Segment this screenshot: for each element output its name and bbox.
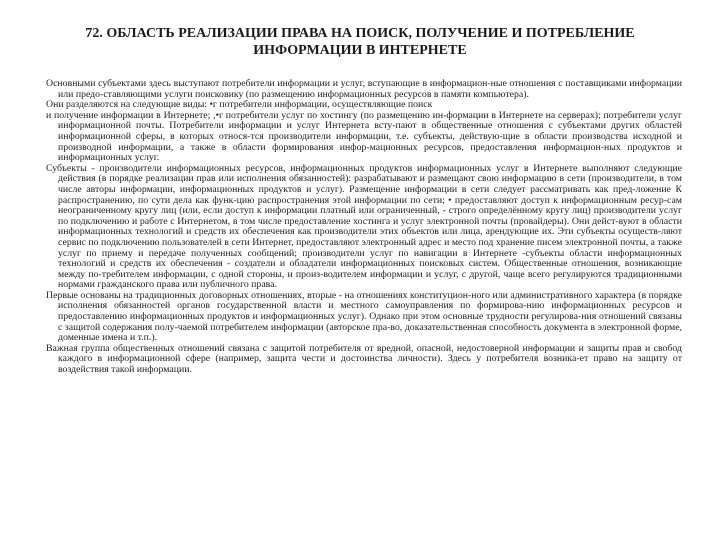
paragraph: Основными субъектами здесь выступают потребители информации и услуг, вступающие в информацион-ные отношения с поставщиками информации или предо-ставляющими услуги поисковику (по размещению информационных ресурсов в памяти компьютера). [46, 79, 682, 100]
paragraph: Первые основаны на традиционных договорных отношениях, вторые - на отношениях конституцион-ного или административного характера (в порядке исполнения обязанностей органов государственной власти и местного самоуправления по формирова-нию информационных ресурсов и предоставлению информационных продуктов и информационных услуг). Однако при этом основные трудности регулирова-ния отношений связаны с защитой содержания полу-чаемой потребителем информации (авторское пра-во, доказательственная способность документа в электронной форме, доменные имена и т.п.). [46, 289, 682, 344]
paragraph: Субъекты - производители информационных ресурсов, информационных продуктов информационных услуг в Интернете выполняют следующие действия (в порядке реализации прав или исполнения обязанностей): разрабатывают и размещают свою информацию в сети (производители, в том числе авторы информации, информационных продуктов и услуг). Размещение информации в сети следует рассматривать как пред-ложение К распространению, по сути дела как функ-цию распространения этой информации по сети; • предоставляют доступ к информационным ресур-сам неограниченному кругу лиц (или, если доступ к информации платный или ограниченный, - строго определённому кругу лиц) производители услуг по подключению и работе с Интернетом, в том числе предоставление хостинга и услуг электронной почты (провайдеры). Они дейст-вуют в области информационных технологий и средств их обеспечения как производители этих объектов или лица, арендующие их. Эти субъекты осуществ-ляют сервис по подключению пользователей в сети Интернет, предоставляют электронный адрес и место под хранение писем электронной почты, а также услуг по приему и передаче полученных сообщений; производители услуг по навигации в Интернете -субъекты области информационных технологий и средств их обеспечения - создатели и обладатели информационных поисковых систем. Общественные отношения, возникающие между по-требителем информации, с одной стороны, и произ-водителем информации и услуг, с другой, чаще всего регулируются традиционными нормами гражданского права или публичного права. [46, 162, 682, 291]
paragraph: Они разделяются на следующие виды: •г потребители информации, осуществляющие поиск [46, 99, 433, 111]
slide-body [46, 79, 682, 531]
paragraph: и получение информации в Интернете; ,•г потребители услуг по хостингу (по размещению ин-формации в Интернете на серверах); потребители услуг информационной почты. Потребители информации и услуг Интернета всту-пают в общественные отношения с субъектами других областей информационной сферы, в которых относя-тся производители информации, т.е. субъекты, действую-щие в области производства исходной и производной информации, а также в области формирования инфор-мационных ресурсов, предоставления информацион-ных продуктов и информационных услуг. [46, 109, 682, 164]
slide-title: 72. ОБЛАСТЬ РЕАЛИЗАЦИИ ПРАВА НА ПОИСК, ПОЛУЧЕНИЕ И ПОТРЕБЛЕНИЕ ИНФОРМАЦИИ В ИНТЕРНЕТЕ [85, 26, 635, 58]
paragraph: Важная группа общественных отношений связана с защитой потребителя от вредной, опасной, недостоверной информации и защиты прав и свобод каждого в информационной сфере (например, защита чести и достоинства личности). Здесь у потребителя возника-ет право на защиту от воздействия такой информации. [46, 342, 682, 376]
